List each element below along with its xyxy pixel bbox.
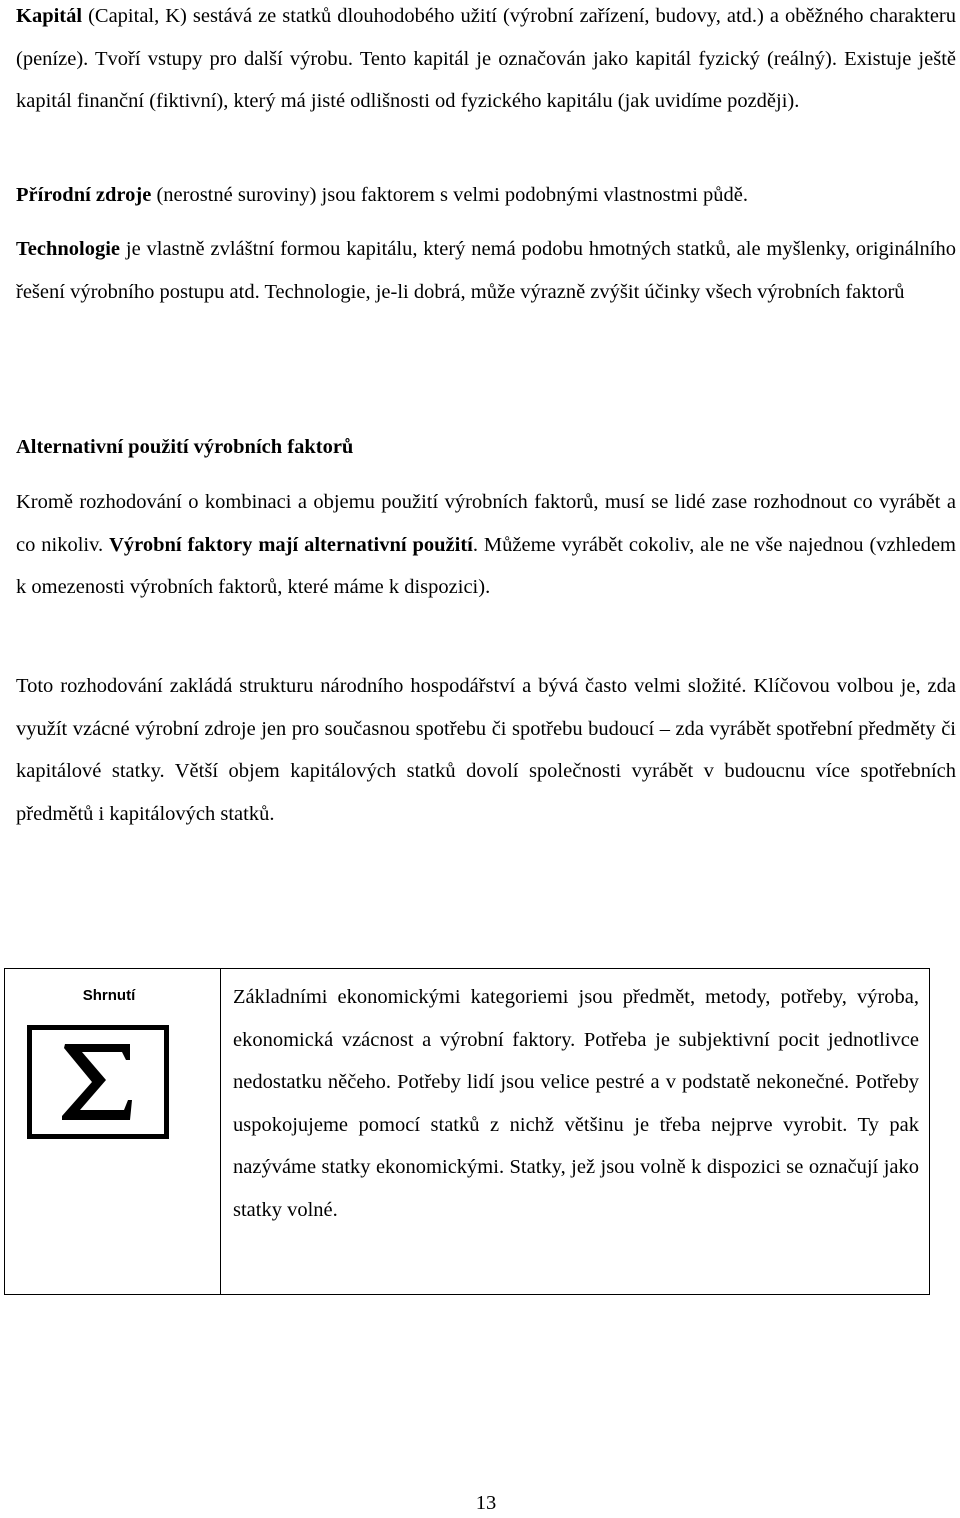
term-technology: Technologie (16, 238, 121, 260)
term-capital: Kapitál (16, 5, 83, 27)
summary-text-cell (233, 976, 919, 1232)
summary-label-cell (5, 969, 221, 1294)
section-heading: Alternativní použití výrobních faktorů (16, 436, 354, 458)
summary-label: Shrnutí (82, 987, 136, 1004)
emphasis-alternative-use: Výrobní faktory mají alternativní použití (109, 533, 473, 556)
summary-text: Základními ekonomickými kategoriemi jsou předmět, metody, potřeby, výroba, ekonomická vzácnost a výrobní faktory. Potřeba je subjektivní pocit jednotlivce nedostatku něčeho. Potřeby lidí jsou velice pestré a v podstatě nekonečné. Potřeby uspokojujeme pomocí statků z nichž většinu je třeba nejprve vyrobit. Ty pak nazýváme statky ekonomickými. Statky, jež jsou volně k dispozici se označují jako statky volné. (233, 986, 919, 1221)
page-number: 13 (475, 1492, 497, 1514)
sigma-icon (27, 1025, 169, 1139)
summary-box (4, 968, 930, 1295)
paragraph-capital: Kapitál (Capital, K) sestává ze statků dlouhodobého užití (výrobní zařízení, budovy, atd.) a oběžného charakteru (peníze). Tvoří vstupy pro další výrobu. Tento kapitál je označován jako kapitál fyzický (reálný). Existuje ještě kapitál finanční (fiktivní), který má jisté odlišnosti od fyzického kapitálu (jak uvidíme později). (16, 5, 956, 113)
paragraph-natural-resources: Přírodní zdroje (nerostné suroviny) jsou faktorem s velmi podobnými vlastnostmi půdě. (16, 184, 749, 206)
paragraph-alternative-use: Kromě rozhodování o kombinaci a objemu použití výrobních faktorů, musí se lidé zase rozhodnout co vyrábět a co nikoliv. Výrobní faktory mají alternativní použití. Můžeme vyrábět cokoliv, ale ne vše najednou (vzhledem k omezenosti výrobních faktorů, které máme k dispozici). (16, 491, 956, 599)
paragraph-technology: Technologie je vlastně zvláštní formou kapitálu, který nemá podobu hmotných statků, ale myšlenky, originálního řešení výrobního postupu atd. Technologie, je-li dobrá, může výrazně zvýšit účinky všech výrobních faktorů (16, 238, 956, 303)
paragraph-economy-structure: Toto rozhodování zakládá strukturu národního hospodářství a bývá často velmi složité. Klíčovou volbou je, zda využít vzácné výrobní zdroje jen pro současnou spotřebu či spotřebu budoucí – zda vyrábět spotřební předměty či kapitálové statky. Větší objem kapitálových statků dovolí společnosti vyrábět v budoucnu více spotřebních předmětů i kapitálových statků. (16, 675, 956, 825)
term-natural-resources: Přírodní zdroje (16, 184, 152, 206)
